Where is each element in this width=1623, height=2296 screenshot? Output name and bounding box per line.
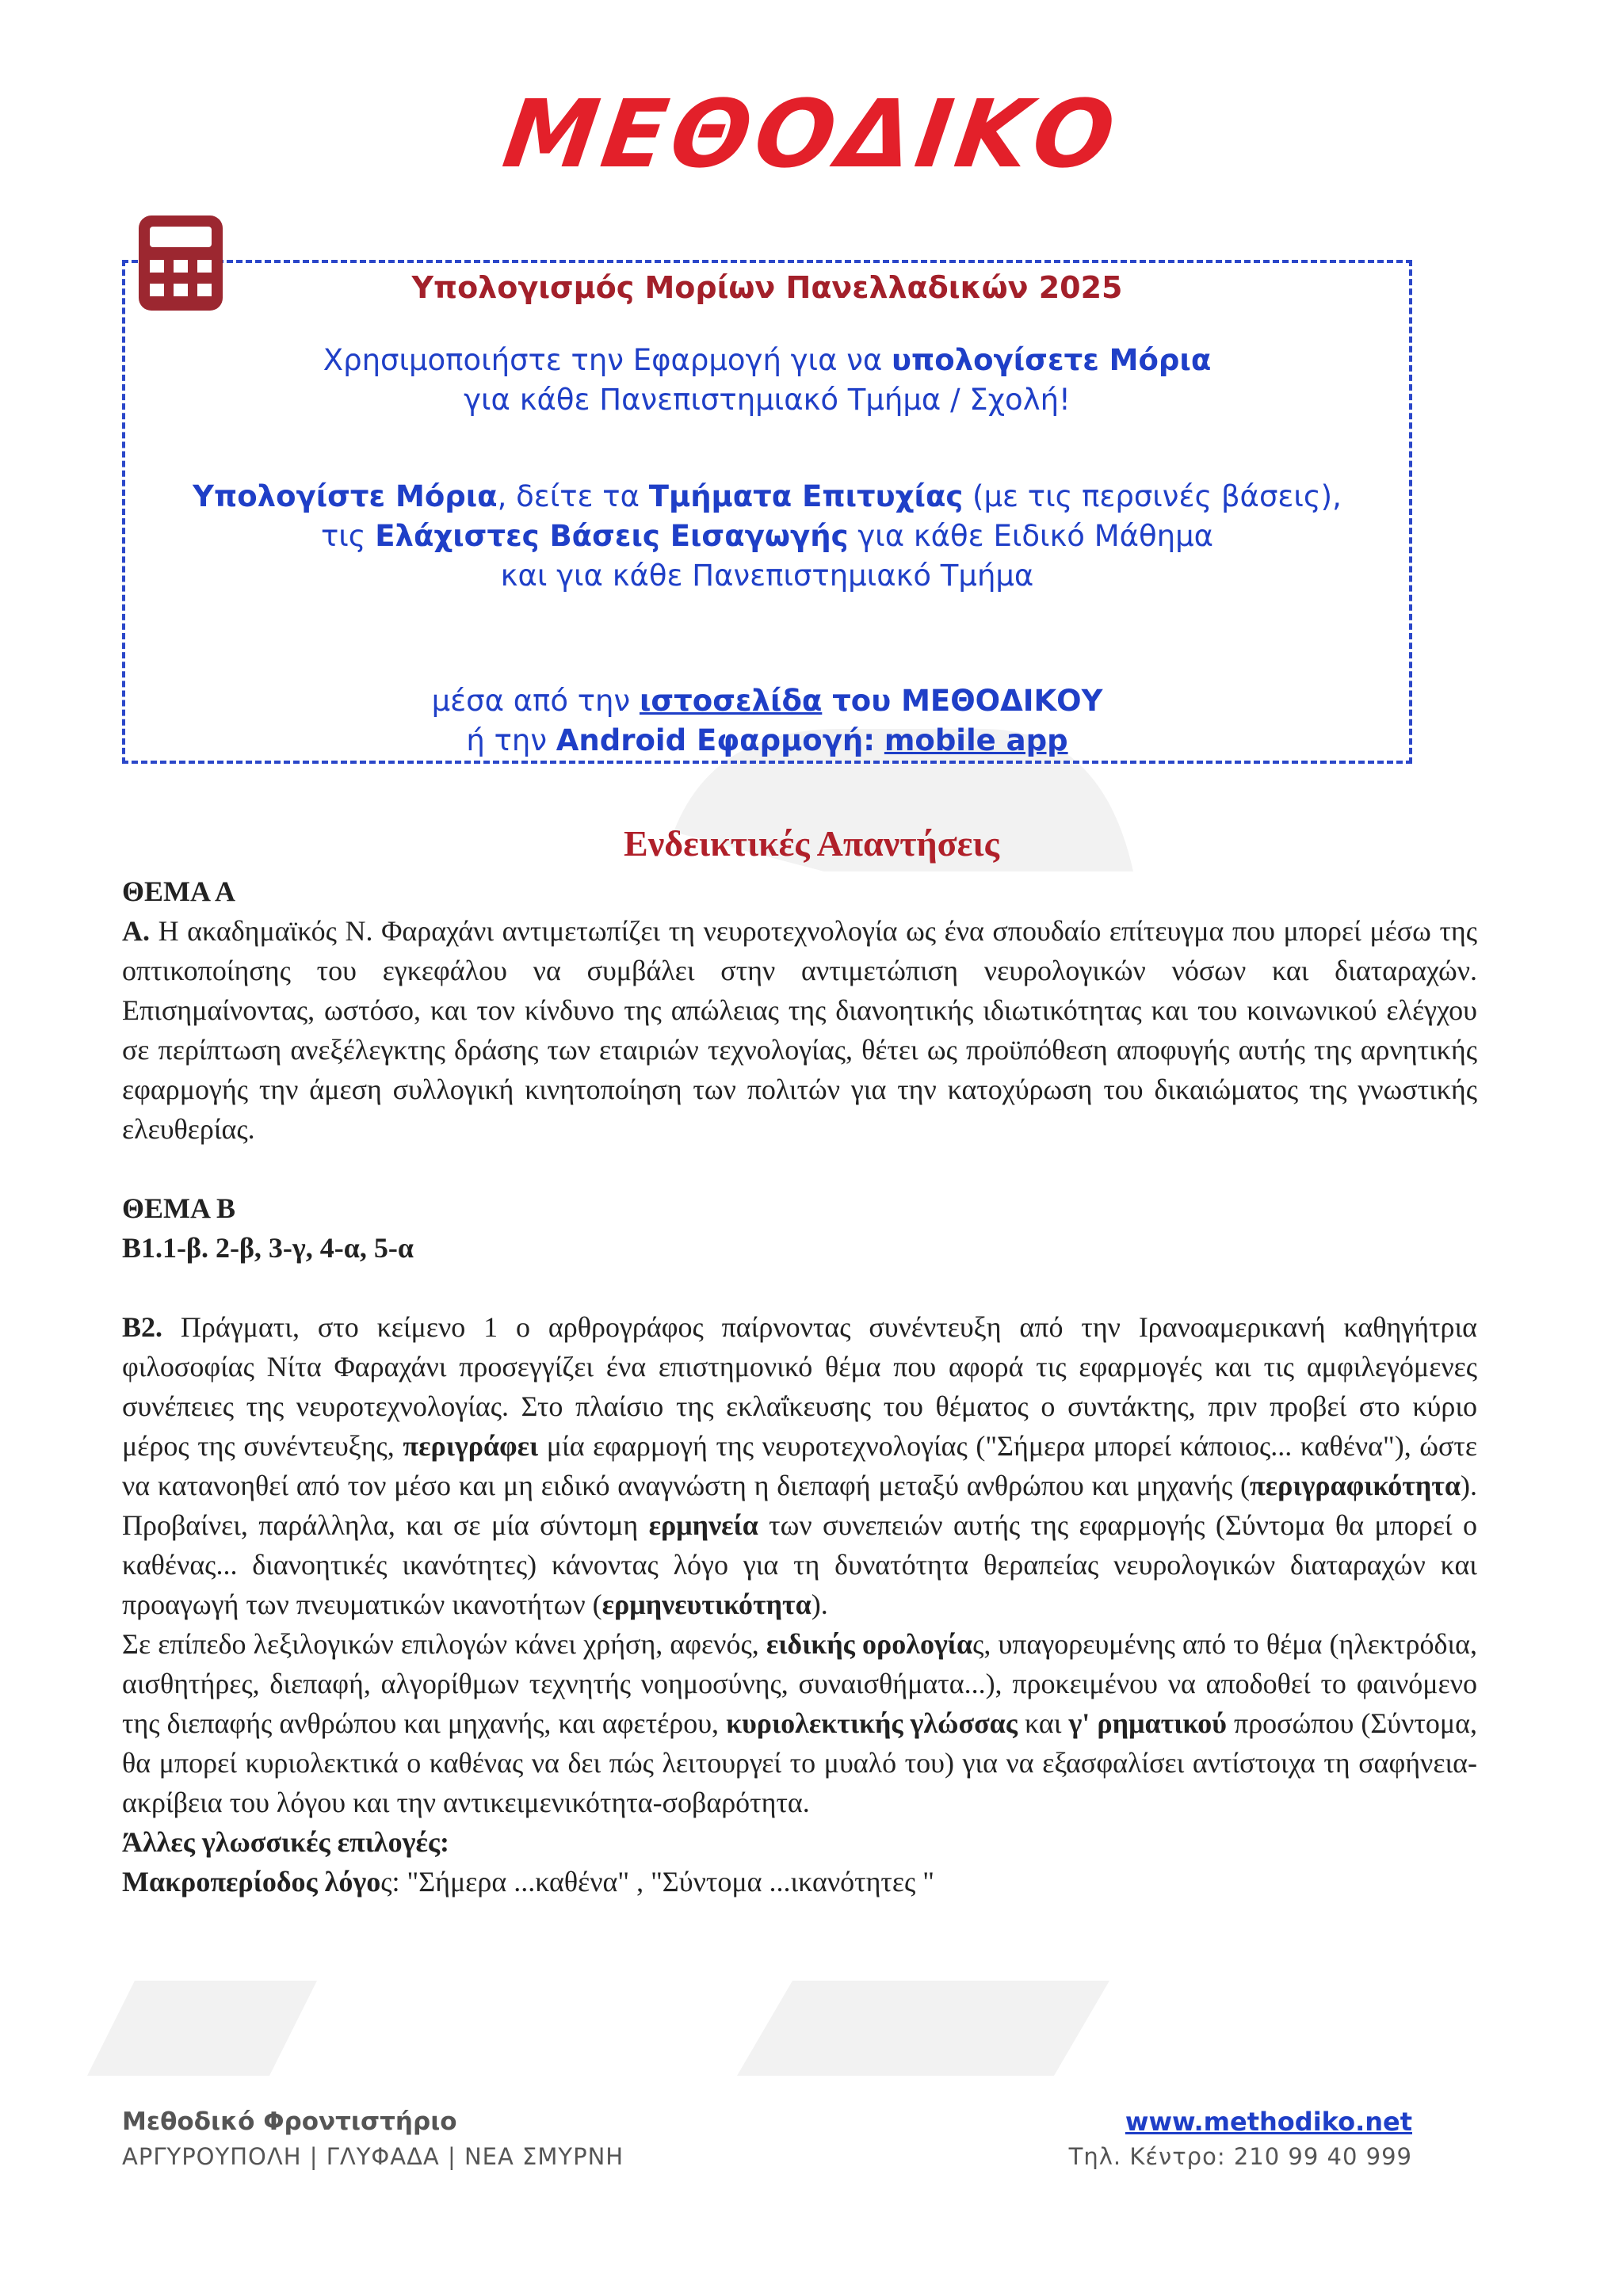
b2-text-1: Πράγματι, στο κείμενο 1 ο αρθρογράφος παίρνοντας συνέντευξη από την Ιρανοαμερικανή καθηγήτρια φιλοσοφίας Νίτα Φαραχάνι προσεγγίζει ένα επιστημονικό θέμα που αφορά τις εφαρμογές και τις αμφιλεγόμενες συνέπειες της νευροτεχνολογίας. Στο πλαίσιο της εκλαΐκευσης του θέματος ο συντάκτης, πριν προβεί στο κύριο μέρος της συνέντευξης, (122, 1311, 1477, 1462)
promo-intro (122, 341, 1412, 420)
p2-bold-2: κυριολεκτικής γλώσσας (726, 1707, 1018, 1739)
b1-answers: Β1.1-β. 2-β, 3-γ, 4-α, 5-α (122, 1232, 414, 1264)
promo-title: Υπολογισμός Μορίων Πανελλαδικών 2025 (411, 270, 1123, 305)
long-period-label: Μακροπερίοδος λόγο (122, 1866, 381, 1897)
b2-paragraph-2 (122, 1624, 1477, 1822)
promo-line1-bold: υπολογίσετε Μόρια (892, 343, 1212, 377)
p2-text-1: Σε επίπεδο λεξιλογικών επιλογών κάνει χρήση, αφενός, (122, 1628, 766, 1660)
footer-phone: Τηλ. Κέντρο: 210 99 40 999 (1068, 2143, 1412, 2170)
promo-line6-bold: του ΜΕΘΟΔΙΚΟΥ (822, 684, 1103, 718)
b2-label: Β2. (122, 1311, 163, 1343)
p2-bold-1: ειδικής ορολογία (766, 1628, 973, 1660)
footer-left (122, 2104, 624, 2174)
website-link[interactable]: ιστοσελίδα (639, 684, 823, 718)
promo-line1-text: Χρησιμοποιήστε την Εφαρμογή για να (323, 343, 892, 377)
footer-website-link[interactable]: www.methodiko.net (1125, 2107, 1412, 2137)
promo-line4-end: για κάθε Ειδικό Μάθημα (848, 519, 1214, 553)
b2-bold-1: περιγράφει (403, 1430, 539, 1462)
p2-bold-3: γ' ρηματικού (1068, 1707, 1227, 1739)
answers-content (122, 871, 1477, 1901)
footer-right (1069, 2104, 1412, 2174)
b2-text-2: μία εφαρμογή της νευροτεχνολογίας ("Σήμερα μπορεί κάποιος... καθένα"), ώστε να κατανοηθεί από τον μέσο και μη ειδικό αναγνώστη η διεπαφή μεταξύ ανθρώπου και μηχανής ( (122, 1430, 1477, 1501)
promo-line3-end: (με τις περσινές βάσεις), (963, 479, 1342, 513)
footer-locations: ΑΡΓΥΡΟΥΠΟΛΗ | ΓΛΥΦΑΔΑ | ΝΕΑ ΣΜΥΡΝΗ (122, 2143, 624, 2170)
brand-logo: ΜΕΘΟΔΙΚΟ (497, 79, 1126, 189)
footer-name: Μεθοδικό Φροντιστήριο (122, 2107, 457, 2136)
promo-line2: για κάθε Πανεπιστημιακό Τμήμα / Σχολή! (464, 383, 1071, 417)
promo-line4-pre: τις (320, 519, 376, 553)
promo-features (122, 477, 1412, 596)
promo-line7-bold: Android Εφαρμογή: (556, 723, 876, 757)
answers-title: Ενδεικτικές Απαντήσεις (624, 823, 999, 864)
promo-line3-mid: , δείτε τα (497, 479, 649, 513)
promo-line6-pre: μέσα από την (431, 684, 640, 718)
mobile-app-link[interactable]: mobile app (884, 723, 1068, 757)
b2-bold-4: ερμηνευτικότητα (601, 1589, 812, 1620)
promo-line7-pre: ή την (466, 723, 556, 757)
promo-line5: και για κάθε Πανεπιστημιακό Τμήμα (500, 559, 1034, 593)
promo-line3-bold2: Τμήματα Επιτυχίας (648, 479, 964, 513)
b2-bold-2: περιγραφικότητα (1249, 1470, 1461, 1501)
long-period-rest: ς: "Σήμερα ...καθένα" , "Σύντομα ...ικανότητες " (380, 1866, 934, 1897)
b2-bold-3: ερμηνεία (648, 1509, 758, 1541)
theme-a-text: Η ακαδημαϊκός Ν. Φαραχάνι αντιμετωπίζει τη νευροτεχνολογία ως ένα σπουδαίο επίτευγμα που μπορεί μέσω της οπτικοποίησης του εγκεφάλου να συμβάλει στην αντιμετώπιση νευρολογικών νόσων και διαταραχών. Επισημαίνοντας, ωστόσο, και τον κίνδυνο της απώλειας της διανοητικής ιδιωτικότητας και του κοινωνικού ελέγχου σε περίπτωση ανεξέλεγκτης δράσης των εταιριών τεχνολογίας, θέτει ως προϋπόθεση αποφυγής αυτής της αρνητικής εφαρμογής την άμεση συλλογική κινητοποίηση των πολιτών για την κατοχύρωση του δικαιώματος της γνωστικής ελευθερίας. (122, 915, 1477, 1145)
theme-a-heading: ΘΕΜΑ Α (122, 875, 236, 907)
b2-text-4: των συνεπειών αυτής της εφαρμογής (Σύντομα θα μπορεί ο καθένας... διανοητικές ικανότητες) κάνοντας λόγο για τη δυνατότητα θεραπείας νευρολογικών διαταραχών και προαγωγή των πνευματικών ικανοτήτων ( (122, 1509, 1477, 1620)
promo-links (122, 681, 1412, 761)
theme-a-paragraph (122, 911, 1477, 1149)
b2-text-3: ). Προβαίνει, παράλληλα, και σε μία σύντομη (122, 1470, 1477, 1541)
long-period-line (122, 1862, 1477, 1901)
b2-text-5: ). (811, 1589, 828, 1620)
promo-line4-bold: Ελάχιστες Βάσεις Εισαγωγής (375, 519, 849, 553)
p2-text-3: και (1017, 1707, 1069, 1739)
promo-line3-bold1: Υπολογίστε Μόρια (193, 479, 498, 513)
p2-text-2: ς, υπαγορευμένης από το θέμα (ηλεκτρόδια, αισθητήρες, διεπαφή, αλγορίθμων τεχνητής νοημοσύνης, συναισθήματα...), προκειμένου να αποδοθεί το φαινόμενο της διεπαφής ανθρώπου και μηχανής, και αφετέρου, (122, 1628, 1477, 1739)
p2-text-4: προσώπου (Σύντομα, θα μπορεί κυριολεκτικά ο καθένας να δει πώς λειτουργεί το μυαλό του) για να εξασφαλίσει αντίστοιχα τη σαφήνεια-ακρίβεια του λόγου και την αντικειμενικότητα-σοβαρότητα. (122, 1707, 1478, 1818)
other-choices-heading: Άλλες γλωσσικές επιλογές: (122, 1826, 449, 1858)
theme-b-heading: ΘΕΜΑ Β (122, 1192, 236, 1224)
theme-a-label: Α. (122, 915, 150, 947)
b2-paragraph (122, 1307, 1477, 1624)
